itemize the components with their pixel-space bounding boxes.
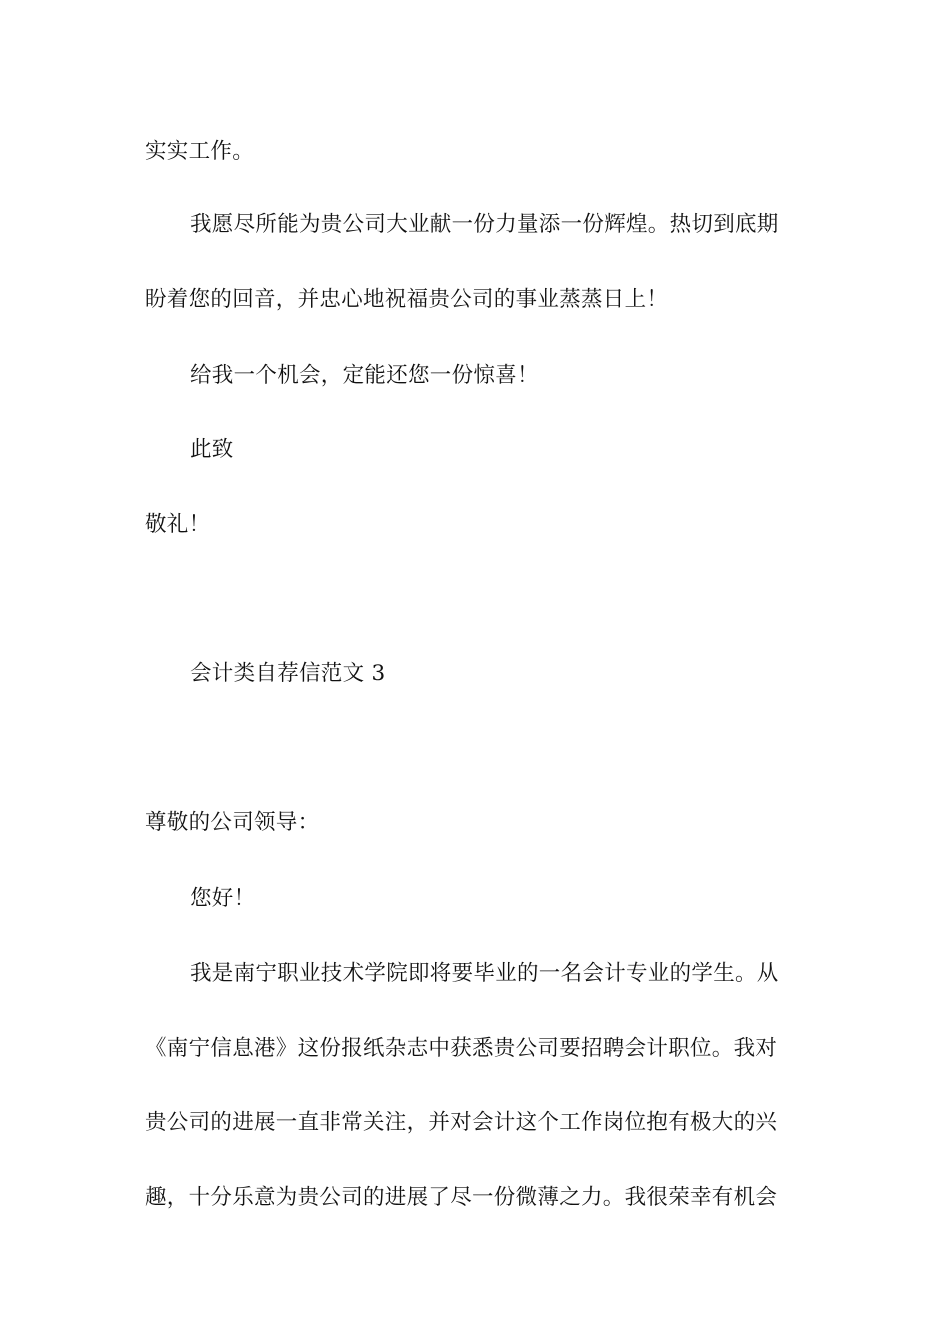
greeting-hello: 您好！ [190, 886, 256, 911]
body-line-intro-2: 《南宁信息港》这份报纸杂志中获悉贵公司要招聘会计职位。我对 [145, 1036, 778, 1061]
body-paragraph-wish: 我愿尽所能为贵公司大业献一份力量添一份辉煌。热切到底期 [190, 212, 779, 237]
section-heading: 会计类自荐信范文 3 [190, 661, 386, 686]
body-line-intro-4: 趣，十分乐意为贵公司的进展了尽一份微薄之力。我很荣幸有机会 [145, 1185, 778, 1210]
body-line-intro-3: 贵公司的进展一直非常关注，并对会计这个工作岗位抱有极大的兴 [145, 1110, 778, 1135]
body-line-wish-continued: 盼着您的回音，并忠心地祝福贵公司的事业蒸蒸日上！ [145, 287, 669, 312]
body-line-closing-work: 实实工作。 [145, 139, 255, 164]
body-paragraph-intro: 我是南宁职业技术学院即将要毕业的一名会计专业的学生。从 [190, 961, 779, 986]
greeting-recipient: 尊敬的公司领导： [145, 810, 320, 835]
body-paragraph-chance: 给我一个机会，定能还您一份惊喜！ [190, 363, 539, 388]
closing-regards: 敬礼！ [145, 512, 211, 537]
closing-salutation: 此致 [190, 437, 234, 462]
